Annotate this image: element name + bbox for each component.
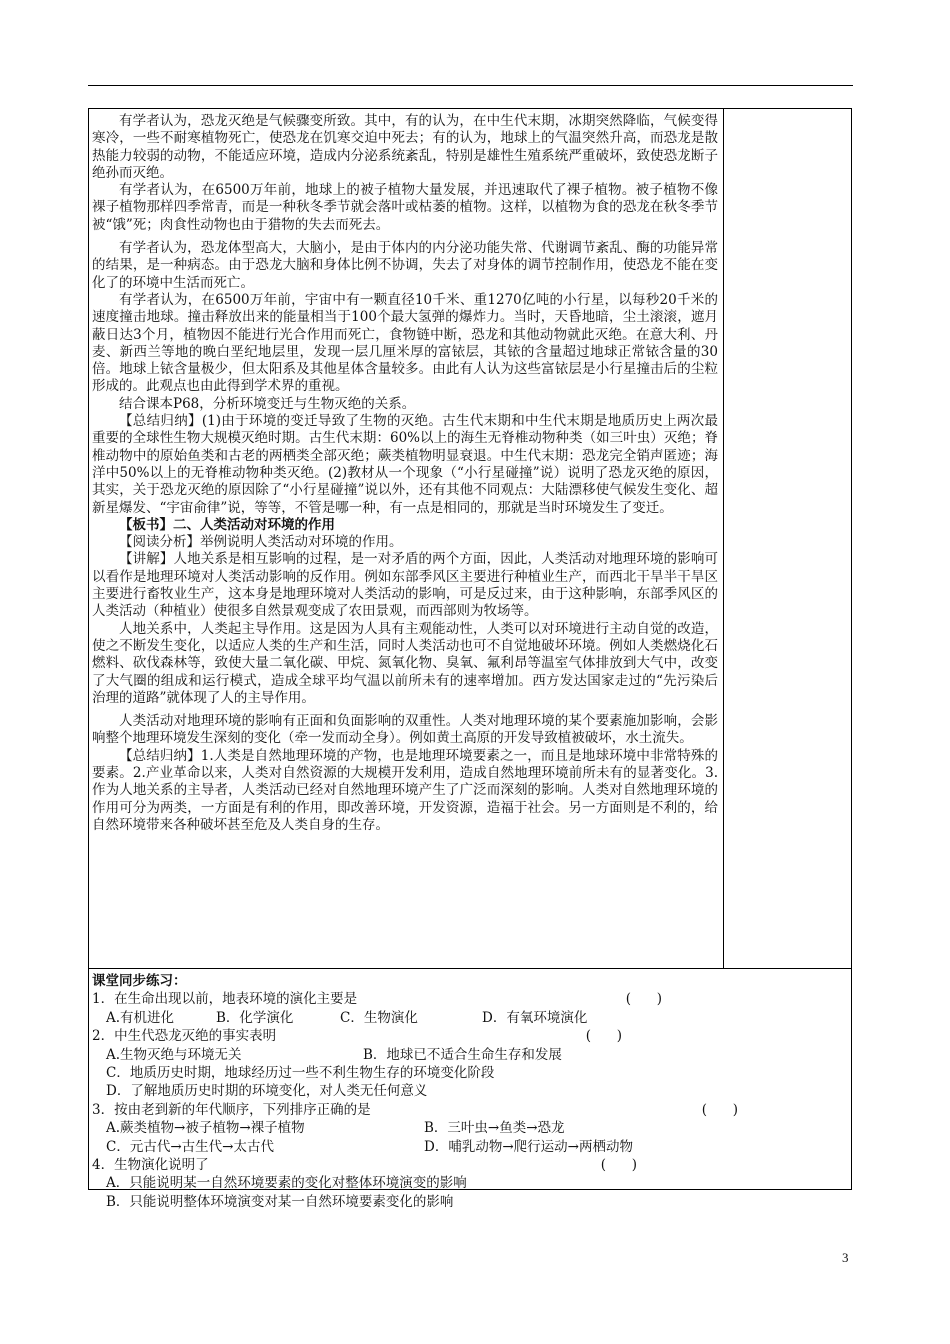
question-2-options-row1 [92,1046,832,1064]
option[interactable]: C．地质历史时期，地球经历过一些不利生物生存的环境变化阶段 [106,1065,495,1082]
option[interactable]: D．有氧环境演化 [482,1009,588,1026]
question-4 [92,1156,637,1174]
question-1 [92,990,662,1008]
board-heading: 【板书】二、人类活动对环境的作用 [119,516,335,533]
answer-blank[interactable]: ( ) [701,1101,738,1118]
exercise-title: 课堂同步练习： [92,973,187,989]
notes-column-divider [723,108,724,969]
question-stem: 2．中生代恐龙灭绝的事实表明 [92,1028,277,1045]
paragraph-summary-2: 【总结归纳】1.人类是自然地理环境的产物，也是地理环境要素之一，而且是地球环境中非常特殊的要素。2.产业革命以来，人类对自然资源的大规模开发利用，造成自然地理环境前所未有的显著变化。3.作为人地关系的主导者，人类活动已经对自然地理环境产生了广泛而深刻的影响。人类对自然地理环境的作用可分为两类，一方面是有利的作用，即改善环境，开发资源，造福于社会。另一方面则是不利的，给自然环境带来各种破坏甚至危及人类自身的生存。 [92,747,718,833]
option[interactable]: C．生物演化 [340,1009,418,1026]
exercise-section [92,972,832,1211]
header-rule [88,85,853,86]
option[interactable]: A.生物灭绝与环境无关 [106,1046,242,1063]
paragraph-disease-theory: 有学者认为，恐龙体型高大，大脑小，是由于体内的内分泌功能失常、代谢调节紊乱、酶的功能异常的结果，是一种病态。由于恐龙大脑和身体比例不协调，失去了对身体的调节控制作用，使恐龙不能在变化了的环境中生活而死亡。 [92,240,718,291]
paragraph-asteroid-theory: 有学者认为，在6500万年前，宇宙中有一颗直径10千米、重1270亿吨的小行星，以每秒20千米的速度撞击地球。撞击释放出来的能量相当于100个最大氢弹的爆炸力。当时，天昏地暗，尘土滚滚，遮月蔽日达3个月，植物因不能进行光合作用而死亡，食物链中断，恐龙和其他动物就此灭绝。在意大利、丹麦、新西兰等地的晚白垩纪地层里，发现一层几厘米厚的富铱层，其铱的含量超过地球正常铱含量的30倍。地球上铱含量极少，但太阳系及其他星体含量较多。由此有人认为这些富铱层是小行星撞击后的尘粒形成的。此观点也由此得到学术界的重视。 [92,291,718,395]
page-number: 3 [842,1250,849,1265]
option[interactable]: B．化学演化 [216,1009,294,1026]
question-2 [92,1027,622,1045]
exercise-section-divider [88,968,852,969]
paragraph-reading-analysis: 【阅读分析】举例说明人类活动对环境的作用。 [119,534,403,551]
option[interactable]: B．只能说明整体环境演变对某一自然环境要素变化的影响 [106,1193,454,1210]
paragraph-climate-theory: 有学者认为，恐龙灭绝是气候骤变所致。其中，有的认为，在中生代末期，冰期突然降临，气候变得寒冷，一些不耐寒植物死亡，使恐龙在饥寒交迫中死去；有的认为，地球上的气温突然升高，而恐龙是散热能力较弱的动物，不能适应环境，造成内分泌系统紊乱，特别是雄性生殖系统严重破坏，致使恐龙断子绝孙而灭绝。 [92,113,718,181]
paragraph-lecture: 【讲解】人地关系是相互影响的过程，是一对矛盾的两个方面，因此，人类活动对地理环境的影响可以看作是地理环境对人类活动影响的反作用。例如东部季风区主要进行种植业生产，而西北干旱半干旱区主要进行畜牧业生产，这本身是地理环境对人类活动的影响，可是反过来，由于这种影响，东部季风区的人类活动（种植业）使很多自然景观变成了农田景观，而西部则为牧场等。 [92,551,718,620]
option[interactable]: D．了解地质历史时期的环境变化，对人类无任何意义 [106,1083,428,1100]
lesson-content [92,113,718,834]
answer-blank[interactable]: ( ) [600,1157,637,1174]
option[interactable]: A.蕨类植物→被子植物→裸子植物 [106,1120,305,1137]
answer-blank[interactable]: ( ) [585,1028,622,1045]
paragraph-textbook-task: 结合课本P68，分析环境变迁与生物灭绝的关系。 [119,395,416,412]
option[interactable]: C．元古代→古生代→太古代 [106,1138,274,1155]
paragraph-dual-impact: 人类活动对地理环境的影响有正面和负面影响的双重性。人类对地理环境的某个要素施加影响，会影响整个地理环境发生深刻的变化（牵一发而动全身）。例如黄土高原的开发导致植被破坏，水土流失。 [92,713,718,747]
question-3-options-row2 [92,1138,832,1156]
question-stem: 4．生物演化说明了 [92,1157,209,1174]
paragraph-summary-1: 【总结归纳】(1)由于环境的变迁导致了生物的灭绝。古生代末期和中生代末期是地质历史上两次最重要的全球性生物大规模灭绝时期。古生代末期：60%以上的海生无脊椎动物种类（如三叶虫）灭绝；脊椎动物中的原始鱼类和古老的两栖类全部灭绝；蕨类植物明显衰退。中生代末期：恐龙完全销声匿迹；海洋中50%以上的无脊椎动物种类灭绝。(2)教材从一个现象（“小行星碰撞”说）说明了恐龙灭绝的原因，其实，关于恐龙灭绝的原因除了“小行星碰撞”说以外，还有其他不同观点：大陆漂移使气候发生变化、超新星爆发、“宇宙俞律”说，等等，不管是哪一种，有一点是相同的，那就是当时环境发生了变迁。 [92,413,718,516]
question-3 [92,1101,738,1119]
answer-blank[interactable]: ( ) [625,991,662,1008]
question-1-options [92,1009,832,1027]
option[interactable]: D．哺乳动物→爬行运动→两栖动物 [424,1138,633,1155]
option[interactable]: A.有机进化 [106,1009,175,1026]
question-stem: 3．按由老到新的年代顺序，下列排序正确的是 [92,1101,371,1118]
paragraph-human-dominance: 人地关系中，人类起主导作用。这是因为人具有主观能动性，人类可以对环境进行主动自觉的改造，使之不断发生变化，以适应人类的生产和生活，同时人类活动也可不自觉地破坏环境。例如人类燃烧化石燃料、砍伐森林等，致使大量二氧化碳、甲烷、氮氧化物、臭氧、氟利昂等温室气体排放到大气中，改变了大气圈的组成和运行模式，造成全球平均气温以前所未有的速率增加。西方发达国家走过的“先污染后治理的道路”就体现了人的主导作用。 [92,620,718,706]
option[interactable]: A．只能说明某一自然环境要素的变化对整体环境演变的影响 [106,1175,467,1192]
option[interactable]: B．地球已不适合生命生存和发展 [363,1046,562,1063]
question-3-options-row1 [92,1119,832,1137]
paragraph-plant-theory: 有学者认为，在6500万年前，地球上的被子植物大量发展，并迅速取代了裸子植物。被子植物不像裸子植物那样四季常青，而是一种秋冬季节就会落叶或枯萎的植物。这样，以植物为食的恐龙在秋冬季节被“饿”死；肉食性动物也由于猎物的失去而死去。 [92,182,718,233]
question-stem: 1．在生命出现以前，地表环境的演化主要是 [92,991,358,1008]
option[interactable]: B．三叶虫→鱼类→恐龙 [424,1120,565,1137]
